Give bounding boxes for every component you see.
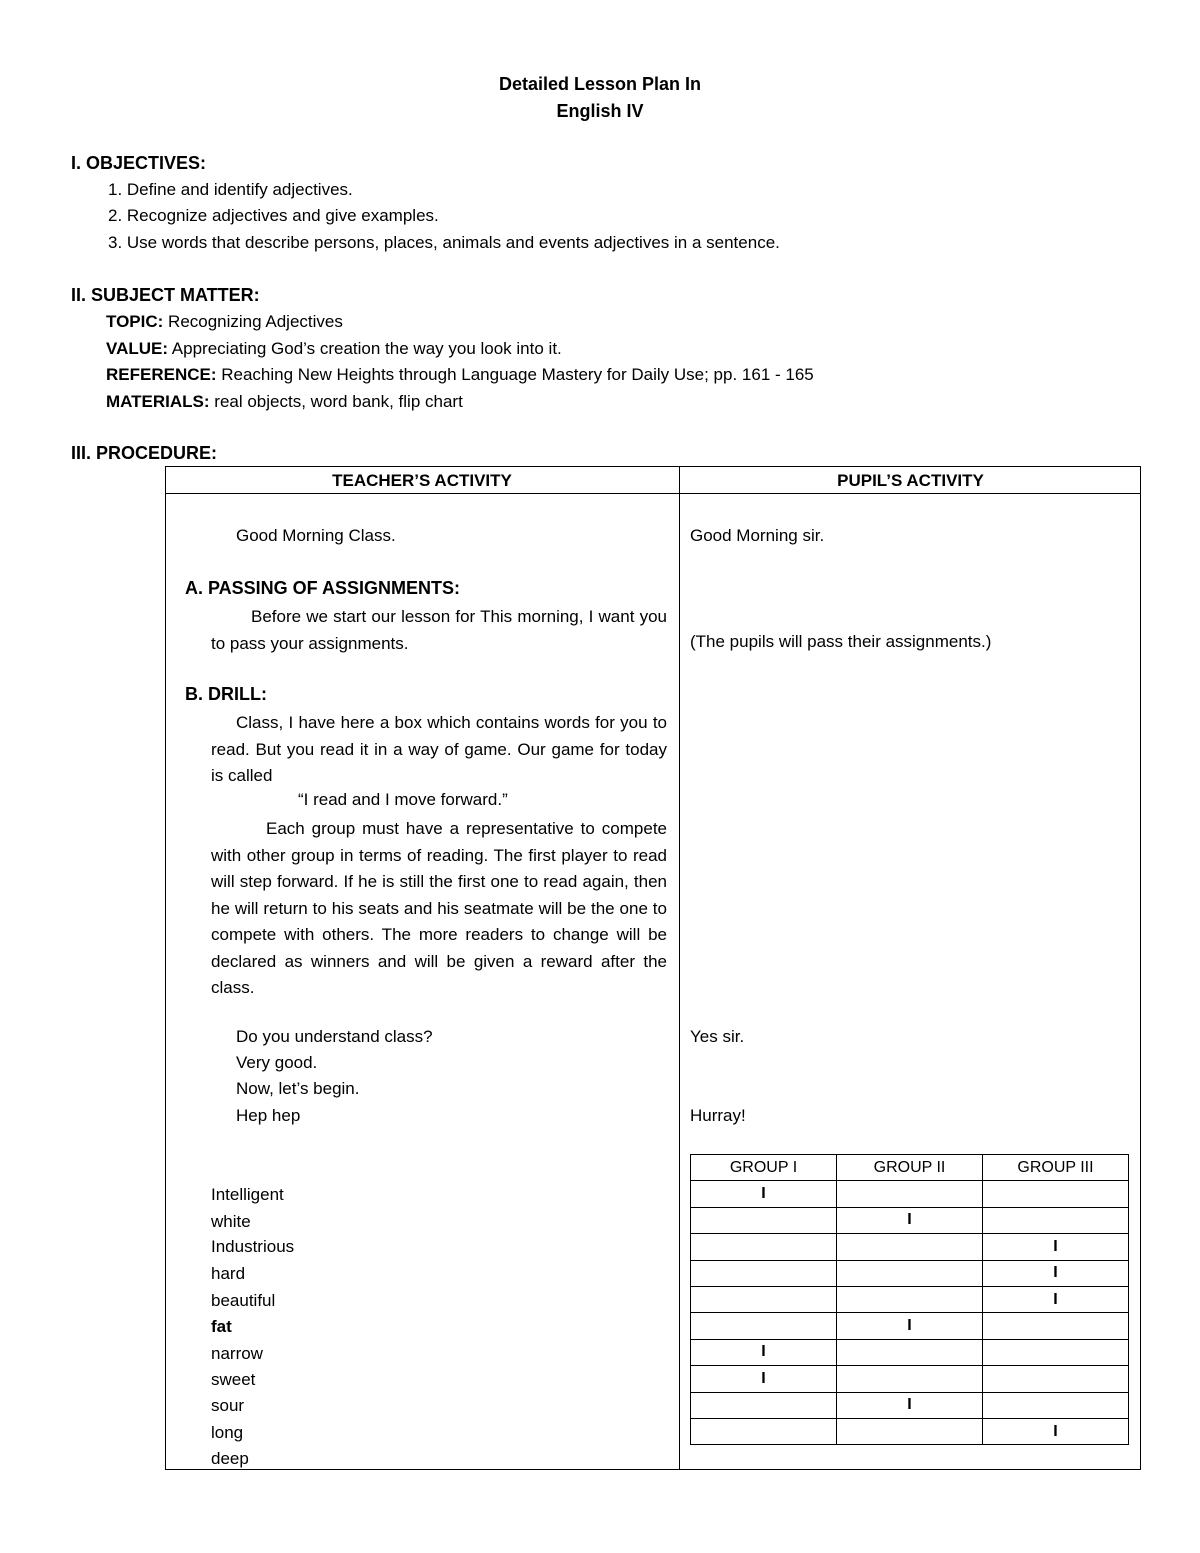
topic-value: Recognizing Adjectives [163,312,343,331]
tally-cell [691,1286,837,1312]
tally-cell [983,1339,1129,1365]
tally-cell [983,1207,1129,1233]
teacher-hep-hep: Hep hep [236,1106,301,1125]
section-a-text: Before we start our lesson for This morning, I want you to pass your assignments. [211,607,667,653]
tally-cell [837,1260,983,1286]
document-subtitle: English IV [556,101,644,121]
section-a-heading: A. PASSING OF ASSIGNMENTS: [185,578,461,598]
reference-line [106,365,814,385]
tally-cell [837,1234,983,1260]
group-header: GROUP I [691,1155,837,1181]
tally-cell: I [983,1286,1129,1312]
word-item: long [211,1423,244,1442]
header-divider [165,493,1141,494]
word-item: Intelligent [211,1185,284,1204]
table-row [691,1260,1129,1286]
game-name-quote: “I read and I move forward.” [298,790,508,809]
objectives-heading: I. OBJECTIVES: [71,153,207,173]
reference-label: REFERENCE: [106,365,217,384]
teacher-begin: Now, let’s begin. [236,1079,360,1098]
table-row [691,1366,1129,1392]
teacher-very-good: Very good. [236,1053,318,1072]
word-item: white [211,1212,251,1231]
tally-cell [837,1181,983,1207]
table-row [691,1418,1129,1444]
tally-cell [983,1392,1129,1418]
tally-cell [983,1366,1129,1392]
group-header: GROUP III [983,1155,1129,1181]
materials-line [106,392,463,412]
objective-item: 1. Define and identify adjectives. [108,180,353,199]
table-row [691,1339,1129,1365]
topic-line [106,312,343,332]
tally-cell [837,1366,983,1392]
group-header-row [691,1155,1129,1181]
table-row [691,1286,1129,1312]
reference-value: Reaching New Heights through Language Mastery for Daily Use; pp. 161 - 165 [216,365,814,384]
materials-label: MATERIALS: [106,392,210,411]
tally-cell [691,1313,837,1339]
teacher-activity-header: TEACHER’S ACTIVITY [332,471,512,490]
tally-cell: I [837,1313,983,1339]
pupil-answer-yes: Yes sir. [690,1027,745,1046]
tally-cell [691,1207,837,1233]
value-line [106,339,562,359]
teacher-question-understand: Do you understand class? [236,1027,433,1046]
section-b-heading: B. DRILL: [185,684,267,704]
table-row [691,1234,1129,1260]
word-item: deep [211,1449,249,1468]
topic-label: TOPIC: [106,312,164,331]
tally-cell [983,1181,1129,1207]
tally-cell [691,1392,837,1418]
word-item: sweet [211,1370,256,1389]
tally-cell [837,1418,983,1444]
tally-cell: I [691,1181,837,1207]
pupil-activity-header: PUPIL’S ACTIVITY [837,471,984,490]
table-row [691,1392,1129,1418]
tally-cell [691,1234,837,1260]
value-label: VALUE: [106,339,169,358]
tally-cell [691,1418,837,1444]
tally-cell: I [983,1234,1129,1260]
section-b-text-1: Class, I have here a box which contains words for you to read. But you read it in a way of game. Our game for today is called [211,713,667,785]
column-divider [679,466,680,1470]
tally-cell [837,1339,983,1365]
objective-item: 3. Use words that describe persons, places, animals and events adjectives in a sentence. [108,233,780,252]
section-b-text-2: Each group must have a representative to compete with other group in terms of reading. The first player to read will step forward. If he is still the first one to read again, then he will return to his seats and his seatmate will be the one to compete with others. The more readers to change will be declared as winners and will be given a reward after the class. [211,819,667,997]
table-row [691,1181,1129,1207]
tally-cell: I [983,1260,1129,1286]
subject-matter-heading: II. SUBJECT MATTER: [71,285,260,305]
word-item: narrow [211,1344,263,1363]
word-item: Industrious [211,1237,295,1256]
tally-cell: I [983,1418,1129,1444]
word-item: hard [211,1264,246,1283]
tally-cell [983,1313,1129,1339]
tally-cell: I [837,1392,983,1418]
pupil-pass-assignments: (The pupils will pass their assignments.) [690,632,992,651]
word-item: sour [211,1396,245,1415]
teacher-greeting: Good Morning Class. [236,526,396,545]
document-title: Detailed Lesson Plan In [498,74,702,94]
materials-value: real objects, word bank, flip chart [209,392,463,411]
tally-cell: I [837,1207,983,1233]
procedure-heading: III. PROCEDURE: [71,443,218,463]
group-header: GROUP II [837,1155,983,1181]
table-row [691,1313,1129,1339]
word-item: beautiful [211,1291,276,1310]
group-score-table [690,1154,1129,1445]
pupil-greeting: Good Morning sir. [690,526,825,545]
table-row [691,1207,1129,1233]
word-item: fat [211,1317,232,1336]
objective-item: 2. Recognize adjectives and give examples. [108,206,439,225]
pupil-hurray: Hurray! [690,1106,746,1125]
value-value: Appreciating God’s creation the way you look into it. [168,339,562,358]
tally-cell: I [691,1366,837,1392]
tally-cell [691,1260,837,1286]
tally-cell [837,1286,983,1312]
tally-cell: I [691,1339,837,1365]
